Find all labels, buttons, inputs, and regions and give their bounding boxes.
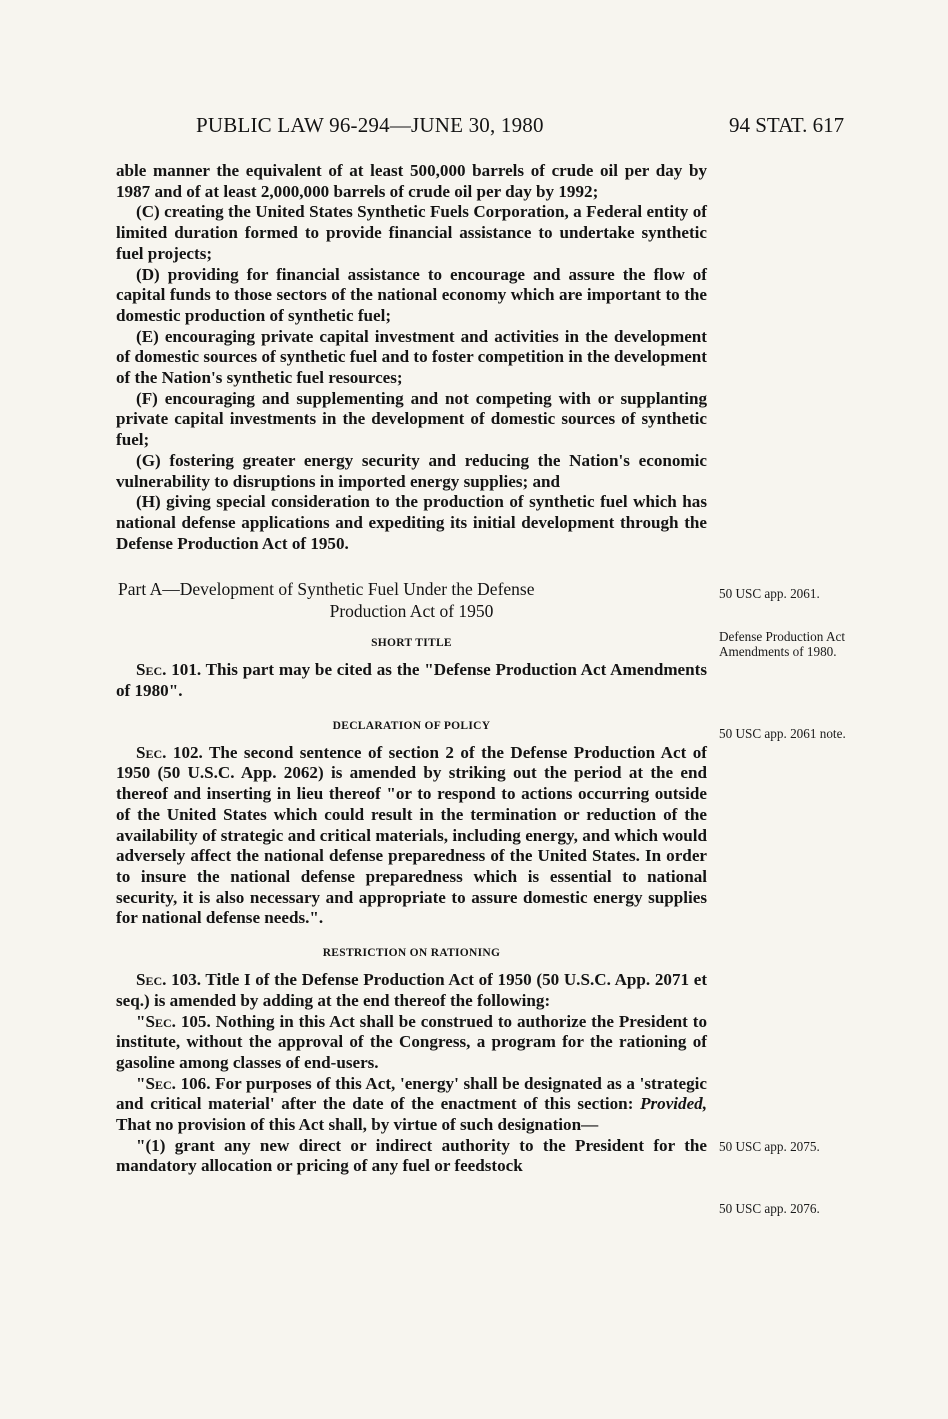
section-101-text: This part may be cited as the "Defense Production Act Amendments of 1980".: [116, 660, 707, 701]
margin-note-2061: 50 USC app. 2061.: [719, 586, 820, 601]
section-106-clause-1: "(1) grant any new direct or indirect authority to the President for the mandatory allocation or pricing of any fuel or feedstock: [116, 1135, 707, 1176]
section-103: [116, 970, 707, 1011]
paragraph-f: (F) encouraging and supplementing and not competing with or supplanting private capital investments in the development of domestic sources of synthetic fuel;: [116, 388, 707, 450]
section-101-label: Sec. 101.: [136, 660, 202, 680]
section-102-label: Sec. 102.: [136, 742, 203, 762]
section-title-short-title: SHORT TITLE: [371, 637, 452, 650]
paragraph-e: (E) encouraging private capital investment and activities in the development of domestic sources of synthetic fuel and to foster competition in the development of the Nation's synthetic fuel resources;: [116, 326, 707, 388]
paragraph-continuation: able manner the equivalent of at least 500,000 barrels of crude oil per day by 1987 and of at least 2,000,000 barrels of crude oil per day by 1992;: [116, 161, 707, 201]
body-text: [116, 161, 707, 1177]
paragraph-h: (H) giving special consideration to the production of synthetic fuel which has national defense applications and expediting its initial development through the Defense Production Act of 1950.: [116, 492, 707, 553]
running-header-page: 94 STAT. 617: [729, 113, 845, 137]
paragraph-d: (D) providing for financial assistance to encourage and assure the flow of capital funds to those sectors of the national economy which are important to the domestic production of synthetic fuel;: [116, 264, 707, 325]
paragraph-c: (C) creating the United States Synthetic Fuels Corporation, a Federal entity of limited duration formed to provide financial assistance to undertake synthetic fuel projects;: [116, 202, 707, 263]
section-106: [116, 1074, 707, 1136]
section-105-text: Nothing in this Act shall be construed to authorize the President to institute, without the approval of the Congress, a program for the rationing of gasoline among classes of end-users.: [116, 1011, 707, 1072]
margin-note-2075: 50 USC app. 2075.: [719, 1139, 820, 1154]
section-105-label: "Sec. 105.: [136, 1011, 211, 1031]
section-103-label: Sec. 103.: [136, 970, 202, 990]
section-105: [116, 1012, 707, 1074]
part-a-heading-line1: Part A—Development of Synthetic Fuel Under the Defense: [118, 579, 535, 600]
section-title-restriction-on-rationing: RESTRICTION ON RATIONING: [322, 947, 501, 960]
section-101: [116, 660, 707, 701]
section-103-text: Title I of the Defense Production Act of 1950 (50 U.S.C. App. 2071 et seq.) is amended by adding at the end thereof the following:: [116, 970, 708, 1010]
part-a-heading: [116, 579, 707, 622]
part-a-heading-line2: Production Act of 1950: [329, 600, 494, 621]
section-106-text-a: For purposes of this Act, 'energy' shall be designated as a 'strategic and critical material' after the date of the enactment of this section:: [116, 1073, 707, 1114]
margin-note-2061-note: 50 USC app. 2061 note.: [719, 726, 846, 741]
section-106-label: "Sec. 106.: [136, 1073, 211, 1093]
section-102: [116, 743, 707, 929]
section-102-text: The second sentence of section 2 of the Defense Production Act of 1950 (50 U.S.C. App. 2062) is amended by striking out the period at the end thereof and inserting in lieu thereof "or to respond to actions occurring outside of the United States which could result in the termination or reduction of the availability of strategic and critical materials, including energy, and which would adversely affect the national defense preparedness of the United States. In order to insure the national defense preparedness which is essential to national security, it is also necessary and appropriate to assure domestic energy supplies for national defense needs.".: [116, 742, 707, 928]
running-header-title: PUBLIC LAW 96-294—JUNE 30, 1980: [196, 113, 544, 137]
margin-note-dpa-amendments: Defense Production Act Amendments of 1980.: [719, 629, 845, 659]
paragraph-g: (G) fostering greater energy security and reducing the Nation's economic vulnerability to disruptions in imported energy supplies; and: [116, 450, 707, 491]
section-106-text-b: That no provision of this Act shall, by virtue of such designation—: [116, 1115, 599, 1135]
margin-note-2076: 50 USC app. 2076.: [719, 1201, 820, 1216]
section-title-declaration-of-policy: DECLARATION OF POLICY: [332, 719, 491, 732]
section-106-provided: Provided,: [640, 1094, 707, 1114]
